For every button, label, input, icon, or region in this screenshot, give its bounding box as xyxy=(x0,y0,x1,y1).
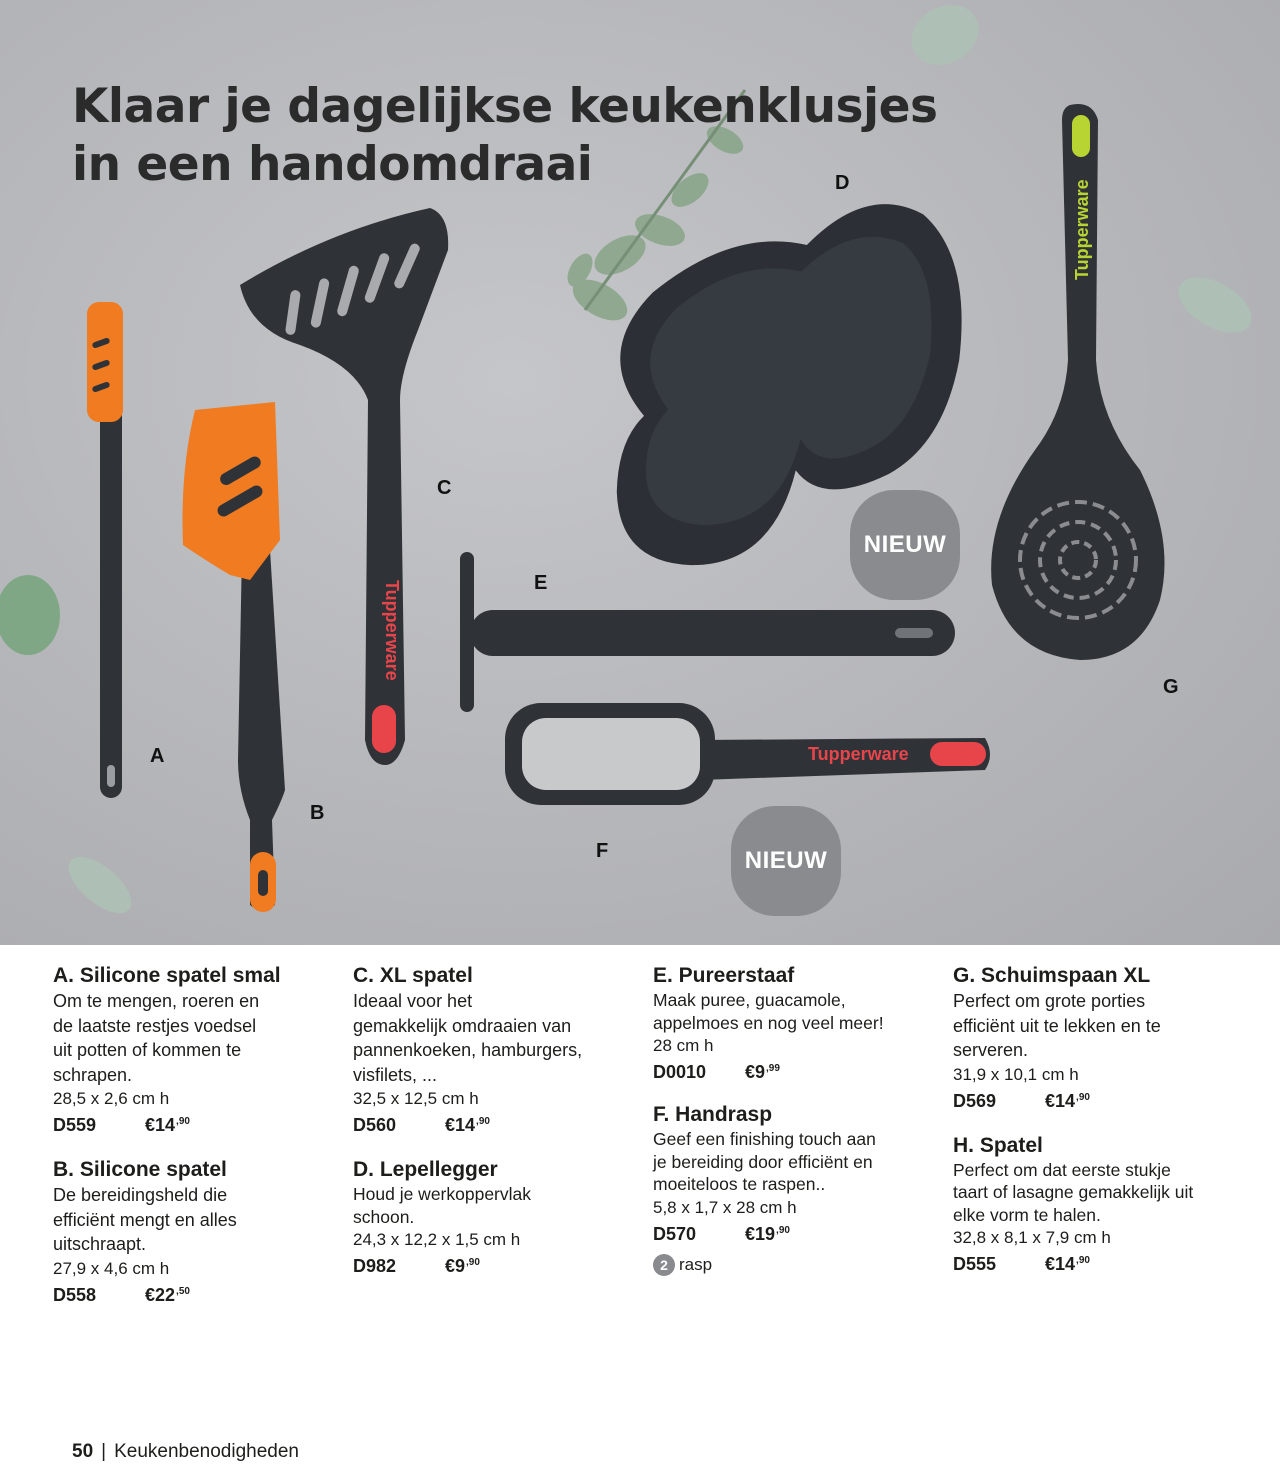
section-name: Keukenbenodigheden xyxy=(114,1441,299,1462)
headline xyxy=(72,78,937,194)
product-code: D559 xyxy=(53,1115,97,1135)
desc-line: elke vorm te halen. xyxy=(953,1204,1101,1225)
price-cents: ,90 xyxy=(466,1257,480,1268)
price-main: €14 xyxy=(1045,1254,1076,1274)
product-price xyxy=(745,1219,790,1246)
product-a xyxy=(53,963,338,1137)
product-dimensions: 32,5 x 12,5 cm h xyxy=(353,1089,479,1108)
desc-line: appelmoes en nog veel meer! xyxy=(653,1012,884,1033)
desc-line: schoon. xyxy=(353,1206,415,1227)
price-cents: ,90 xyxy=(1076,1091,1090,1103)
price-cents: ,99 xyxy=(766,1063,780,1074)
product-description xyxy=(353,989,638,1087)
price-main: €14 xyxy=(445,1115,476,1135)
desc-line: uit potten of kommen te xyxy=(53,1040,242,1060)
product-code: D560 xyxy=(353,1115,397,1135)
product-dimensions: 28 cm h xyxy=(653,1036,714,1055)
price-main: €14 xyxy=(1045,1090,1076,1111)
spatula-slim xyxy=(87,302,123,798)
desc-line: efficiënt mengt en alles xyxy=(53,1209,237,1230)
spatula-silicone xyxy=(183,402,286,912)
product-description xyxy=(953,1159,1238,1227)
desc-line: Geef een finishing touch aan xyxy=(653,1129,876,1149)
variant-label: rasp xyxy=(679,1254,713,1274)
product-title: H. Spatel xyxy=(953,1133,1043,1157)
desc-line: efficiënt uit te lekken en te xyxy=(953,1015,1161,1036)
price-cents: ,50 xyxy=(176,1285,190,1297)
desc-line: Ideaal voor het xyxy=(353,991,473,1011)
price-row xyxy=(353,1110,638,1137)
price-row xyxy=(653,1219,938,1246)
product-code: D558 xyxy=(53,1284,97,1305)
label-a: A xyxy=(150,745,165,767)
product-description xyxy=(953,989,1238,1063)
label-g: G xyxy=(1163,676,1179,698)
price-row xyxy=(953,1249,1238,1276)
skimmer xyxy=(991,104,1164,660)
product-dimensions: 32,8 x 8,1 x 7,9 cm h xyxy=(953,1228,1111,1247)
product-column-3 xyxy=(653,963,938,1288)
product-dimensions: 24,3 x 12,2 x 1,5 cm h xyxy=(353,1230,521,1249)
logo-g: Tupperware xyxy=(1072,179,1092,280)
desc-line: Om te mengen, roeren en xyxy=(53,991,260,1011)
product-code: D555 xyxy=(953,1254,997,1274)
desc-line: gemakkelijk omdraaien van xyxy=(353,1015,572,1036)
price-cents: ,90 xyxy=(476,1116,490,1127)
desc-line: Perfect om dat eerste stukje xyxy=(953,1159,1171,1180)
product-column-2 xyxy=(353,963,638,1290)
product-dimensions: 28,5 x 2,6 cm h xyxy=(53,1089,170,1108)
footer-separator: | xyxy=(101,1441,107,1462)
label-d: D xyxy=(835,172,850,194)
product-price xyxy=(445,1251,480,1278)
product-dimensions: 27,9 x 4,6 cm h xyxy=(53,1258,170,1278)
product-description xyxy=(653,1128,938,1196)
price-main: €14 xyxy=(145,1115,176,1135)
product-title: B. Silicone spatel xyxy=(53,1158,227,1181)
product-title: F. Handrasp xyxy=(653,1103,773,1126)
product-code: D569 xyxy=(953,1090,997,1111)
label-e: E xyxy=(534,572,548,594)
product-h xyxy=(953,1133,1238,1277)
product-price xyxy=(745,1057,780,1084)
product-title: E. Pureerstaaf xyxy=(653,964,795,987)
product-dimensions: 5,8 x 1,7 x 28 cm h xyxy=(653,1197,797,1217)
price-row xyxy=(53,1280,338,1307)
variant-pill xyxy=(653,1254,938,1276)
desc-line: Perfect om grote porties xyxy=(953,991,1146,1011)
logo-f: Tupperware xyxy=(808,744,909,764)
desc-line: serveren. xyxy=(953,1040,1029,1060)
product-dimensions: 31,9 x 10,1 cm h xyxy=(953,1064,1079,1084)
new-badge-f: NIEUW xyxy=(731,806,841,916)
product-column-1 xyxy=(53,963,338,1319)
desc-line: schrapen. xyxy=(53,1064,133,1085)
price-main: €22 xyxy=(145,1284,176,1305)
product-price xyxy=(145,1280,190,1307)
product-code: D570 xyxy=(653,1223,697,1244)
headline-line-2: in een handomdraai xyxy=(72,137,593,192)
desc-line: je bereiding door efficiënt en xyxy=(653,1151,873,1172)
product-title: D. Lepellegger xyxy=(353,1158,498,1181)
product-title: C. XL spatel xyxy=(353,964,473,987)
desc-line: pannenkoeken, hamburgers, xyxy=(353,1040,583,1060)
product-title: G. Schuimspaan XL xyxy=(953,964,1151,987)
product-e xyxy=(653,963,938,1084)
desc-line: taart of lasagne gemakkelijk uit xyxy=(953,1182,1194,1202)
product-code: D982 xyxy=(353,1256,397,1276)
variant-count-icon: 2 xyxy=(653,1254,675,1276)
product-d xyxy=(353,1157,638,1278)
label-f: F xyxy=(596,840,609,862)
product-price xyxy=(445,1110,490,1137)
product-description xyxy=(353,1183,638,1228)
product-price xyxy=(1045,1086,1090,1113)
desc-line: Maak puree, guacamole, xyxy=(653,990,846,1010)
price-main: €9 xyxy=(745,1062,766,1082)
logo-c: Tupperware xyxy=(382,580,402,681)
desc-line: de laatste restjes voedsel xyxy=(53,1015,257,1036)
price-row xyxy=(653,1057,938,1084)
product-code: D0010 xyxy=(653,1062,707,1082)
product-b xyxy=(53,1157,338,1307)
product-description xyxy=(53,989,338,1087)
product-description xyxy=(53,1183,338,1257)
label-c: C xyxy=(437,477,452,499)
product-price xyxy=(1045,1249,1090,1276)
desc-line: De bereidingsheld die xyxy=(53,1185,228,1205)
label-b: B xyxy=(310,802,325,824)
grater xyxy=(505,703,990,805)
page-footer xyxy=(72,1441,299,1463)
desc-line: moeiteloos te raspen.. xyxy=(653,1174,826,1194)
product-price xyxy=(145,1110,190,1137)
desc-line: Houd je werkoppervlak xyxy=(353,1184,532,1204)
page-number: 50 xyxy=(72,1441,94,1462)
price-row xyxy=(353,1251,638,1278)
price-row xyxy=(53,1110,338,1137)
product-f xyxy=(653,1102,938,1276)
product-description xyxy=(653,989,938,1034)
product-title: A. Silicone spatel smal xyxy=(53,964,281,987)
price-main: €19 xyxy=(745,1223,776,1244)
price-cents: ,90 xyxy=(176,1116,190,1127)
desc-line: uitschraapt. xyxy=(53,1234,147,1254)
new-badge-d: NIEUW xyxy=(850,490,960,600)
product-c xyxy=(353,963,638,1137)
headline-line-1: Klaar je dagelijkse keukenklusjes xyxy=(72,79,938,134)
price-cents: ,90 xyxy=(776,1224,790,1236)
desc-line: visfilets, ... xyxy=(353,1064,438,1085)
price-main: €9 xyxy=(445,1256,466,1276)
product-column-4 xyxy=(953,963,1238,1288)
price-row xyxy=(953,1086,1238,1113)
product-g xyxy=(953,963,1238,1113)
price-cents: ,90 xyxy=(1076,1255,1090,1266)
